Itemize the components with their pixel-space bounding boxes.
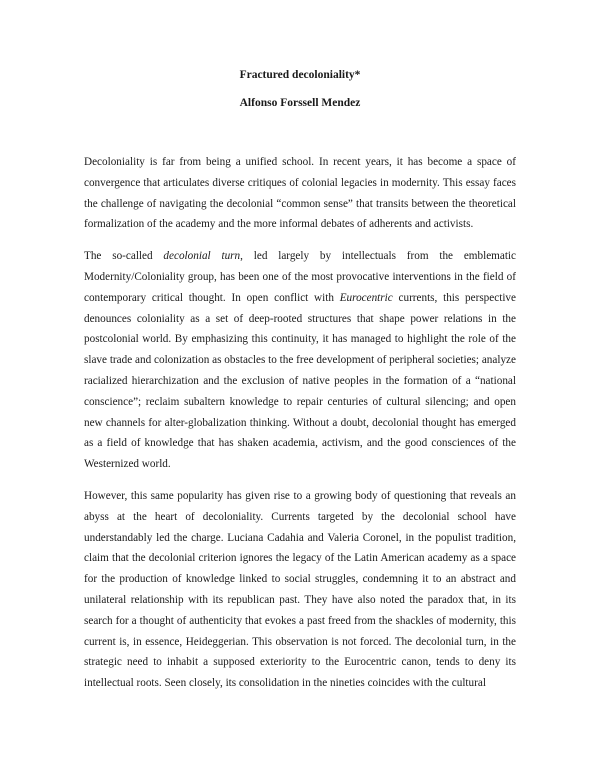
document-author: Alfonso Forssell Mendez (239, 97, 361, 109)
paragraph-text: currents, this perspective denounces coloniality as a set of deep-rooted structures that shape power relations in the postcolonial world. By emphasizing this continuity, it has managed to highlight the role of the slave trade and colonization as obstacles to the free development of peripheral societies; analyze racialized hierarchization and the exclusion of native peoples in the formation of a “national conscience”; reclaim subaltern knowledge to repair centuries of cultural silencing; and open new channels for alter-globalization thinking. Without a doubt, decolonial thought has emerged as a field of knowledge that has shaken academia, activism, and the good consciences of the Westernized world. (84, 291, 516, 471)
italic-term-decolonial-turn: decolonial turn (163, 250, 241, 263)
paragraph-text: , led largely by intellectuals from the emblematic Modernity/Coloniality group, has been one of the most provocative interventions in the field of contemporary critical thought. In open conflict with (84, 250, 517, 304)
document-body (84, 152, 516, 705)
document-title: Fractured decoloniality* (239, 69, 361, 81)
paragraph-text: Decoloniality is far from being a unified school. In recent years, it has become a space of convergence that articulates diverse critiques of colonial legacies in modernity. This essay faces the challenge of navigating the decolonial “common sense” that transits between the theoretical formalization of the academy and the more informal debates of adherents and activists. (84, 156, 516, 231)
paragraph-text: However, this same popularity has given rise to a growing body of questioning that reveals an abyss at the heart of decoloniality. Currents targeted by the decolonial school have understandably led the charge. Luciana Cadahia and Valeria Coronel, in the populist tradition, claim that the decolonial criterion ignores the legacy of the Latin American academy as a space for the production of knowledge linked to social struggles, condemning it to an abstract and unilateral relationship with its republican past. They have also noted the paradox that, in its search for a thought of authenticity that evokes a past freed from the shackles of modernity, this current is, in essence, Heideggerian. This observation is not forced. The decolonial turn, in the strategic need to inhabit a supposed exteriority to the Eurocentric canon, tends to deny its intellectual roots. Seen closely, its consolidation in the nineties coincides with the cultural (84, 489, 516, 690)
paragraph-2 (84, 246, 516, 475)
paragraph-1 (84, 152, 516, 235)
paragraph-text: The so-called (84, 250, 164, 263)
paragraph-3 (84, 486, 516, 694)
italic-term-eurocentric: Eurocentric (339, 291, 393, 304)
